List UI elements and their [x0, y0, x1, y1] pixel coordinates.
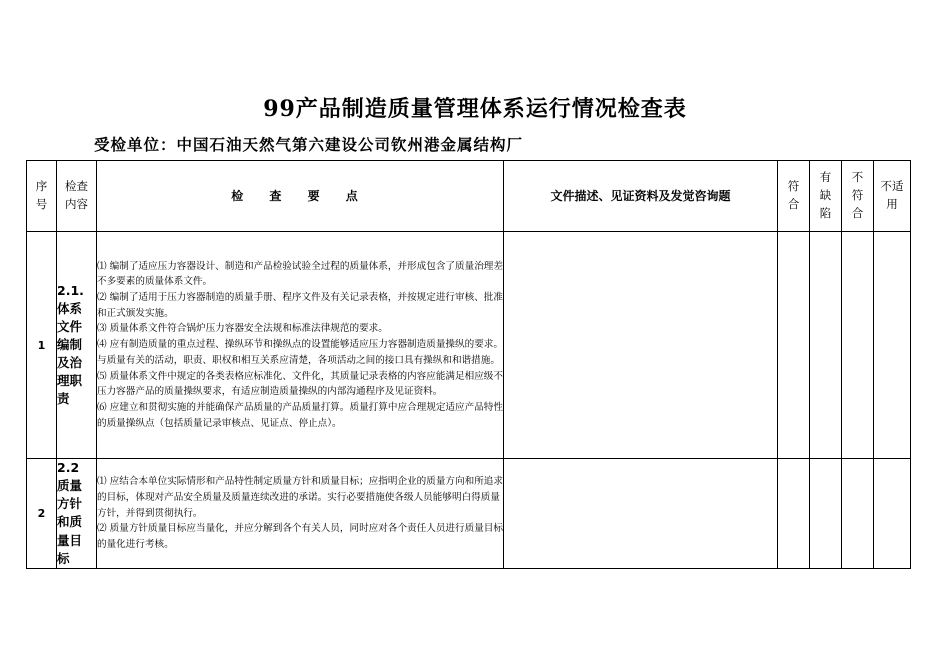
row-na-cell[interactable] [874, 232, 911, 459]
table-row [27, 459, 911, 569]
row-category [57, 232, 97, 459]
header-defect-text: 有缺陷 [819, 170, 832, 220]
header-seq [27, 161, 57, 232]
header-row [27, 161, 911, 232]
point-item: ⑴ 编制了适应压力容器设计、制造和产品检验试验全过程的质量体系，并形成包含了质量治理差不多要素的质量体系文件。 [97, 260, 503, 288]
inspected-unit: 受检单位：中国石油天然气第六建设公司钦州港金属结构厂 [94, 136, 524, 154]
checklist-table [26, 160, 911, 569]
header-category-text: 检查内容 [65, 179, 88, 211]
row-conform-cell[interactable] [778, 459, 810, 569]
row-seq: 2 [27, 459, 57, 569]
table-row [27, 232, 911, 459]
header-seq-text: 序号 [35, 179, 48, 211]
header-points: 检 查 要 点 [97, 161, 504, 232]
row-category-text: 2.1.体系文件编制及治理职责 [57, 282, 84, 407]
row-defect-cell[interactable] [810, 459, 842, 569]
row-seq: 1 [27, 232, 57, 459]
header-category [57, 161, 97, 232]
header-na [874, 161, 911, 232]
point-item: ⑷ 应有制造质量的重点过程、操纵环节和操纵点的设置能够适应压力容器制造质量操纵的要求。与质量有关的活动，职责、职权和相互关系应清楚，各项活动之间的接口具有操纵和和谐措施。 [97, 339, 503, 366]
header-conform [778, 161, 810, 232]
header-doc: 文件描述、见证资料及发觉咨询题 [504, 161, 778, 232]
row-na-cell[interactable] [874, 459, 911, 569]
point-item: ⑹ 应建立和贯彻实施的并能确保产品质量的产品质量打算。质量打算中应合理规定适应产品特性的质量操纵点（包括质量记录审核点、见证点、停止点）。 [97, 402, 503, 429]
row-doc-cell[interactable] [504, 232, 778, 459]
point-item: ⑴ 应结合本单位实际情形和产品特性制定质量方针和质量目标；应指明企业的质量方向和所追求的目标，体现对产品安全质量及质量连续改进的承诺。实行必要措施使各级人员能够明白得质量方针，并得到贯彻执行。 [97, 476, 503, 519]
row-points [97, 232, 504, 459]
point-item: ⑵ 编制了适用于压力容器制造的质量手册、程序文件及有关记录表格，并按规定进行审核、批准和正式颁发实施。 [97, 291, 503, 319]
document-title: 99产品制造质量管理体系运行情况检查表 [263, 96, 687, 122]
header-na-text: 不适用 [880, 179, 904, 211]
row-points [97, 459, 504, 569]
header-defect [810, 161, 842, 232]
row-defect-cell[interactable] [810, 232, 842, 459]
row-doc-cell[interactable] [504, 459, 778, 569]
point-item: ⑵ 质量方针质量目标应当量化，并应分解到各个有关人员，同时应对各个责任人员进行质量目标的量化进行考核。 [97, 523, 503, 550]
point-item: ⑸ 质量体系文件中规定的各类表格应标准化、文件化，其质量记录表格的内容应能满足相应级不压力容器产品的质量操纵要求，有适应制造质量操纵的内部沟通程序及见证资料。 [97, 370, 503, 398]
header-conform-text: 符合 [787, 179, 800, 211]
header-nonconform-text: 不符合 [851, 170, 864, 220]
row-category [57, 459, 97, 569]
row-nonconform-cell[interactable] [842, 232, 874, 459]
row-category-text: 2.2质量方针和质量目标 [57, 460, 83, 566]
point-item: ⑶ 质量体系文件符合锅炉压力容器安全法规和标准法律规范的要求。 [97, 323, 388, 335]
row-nonconform-cell[interactable] [842, 459, 874, 569]
row-conform-cell[interactable] [778, 232, 810, 459]
header-nonconform [842, 161, 874, 232]
